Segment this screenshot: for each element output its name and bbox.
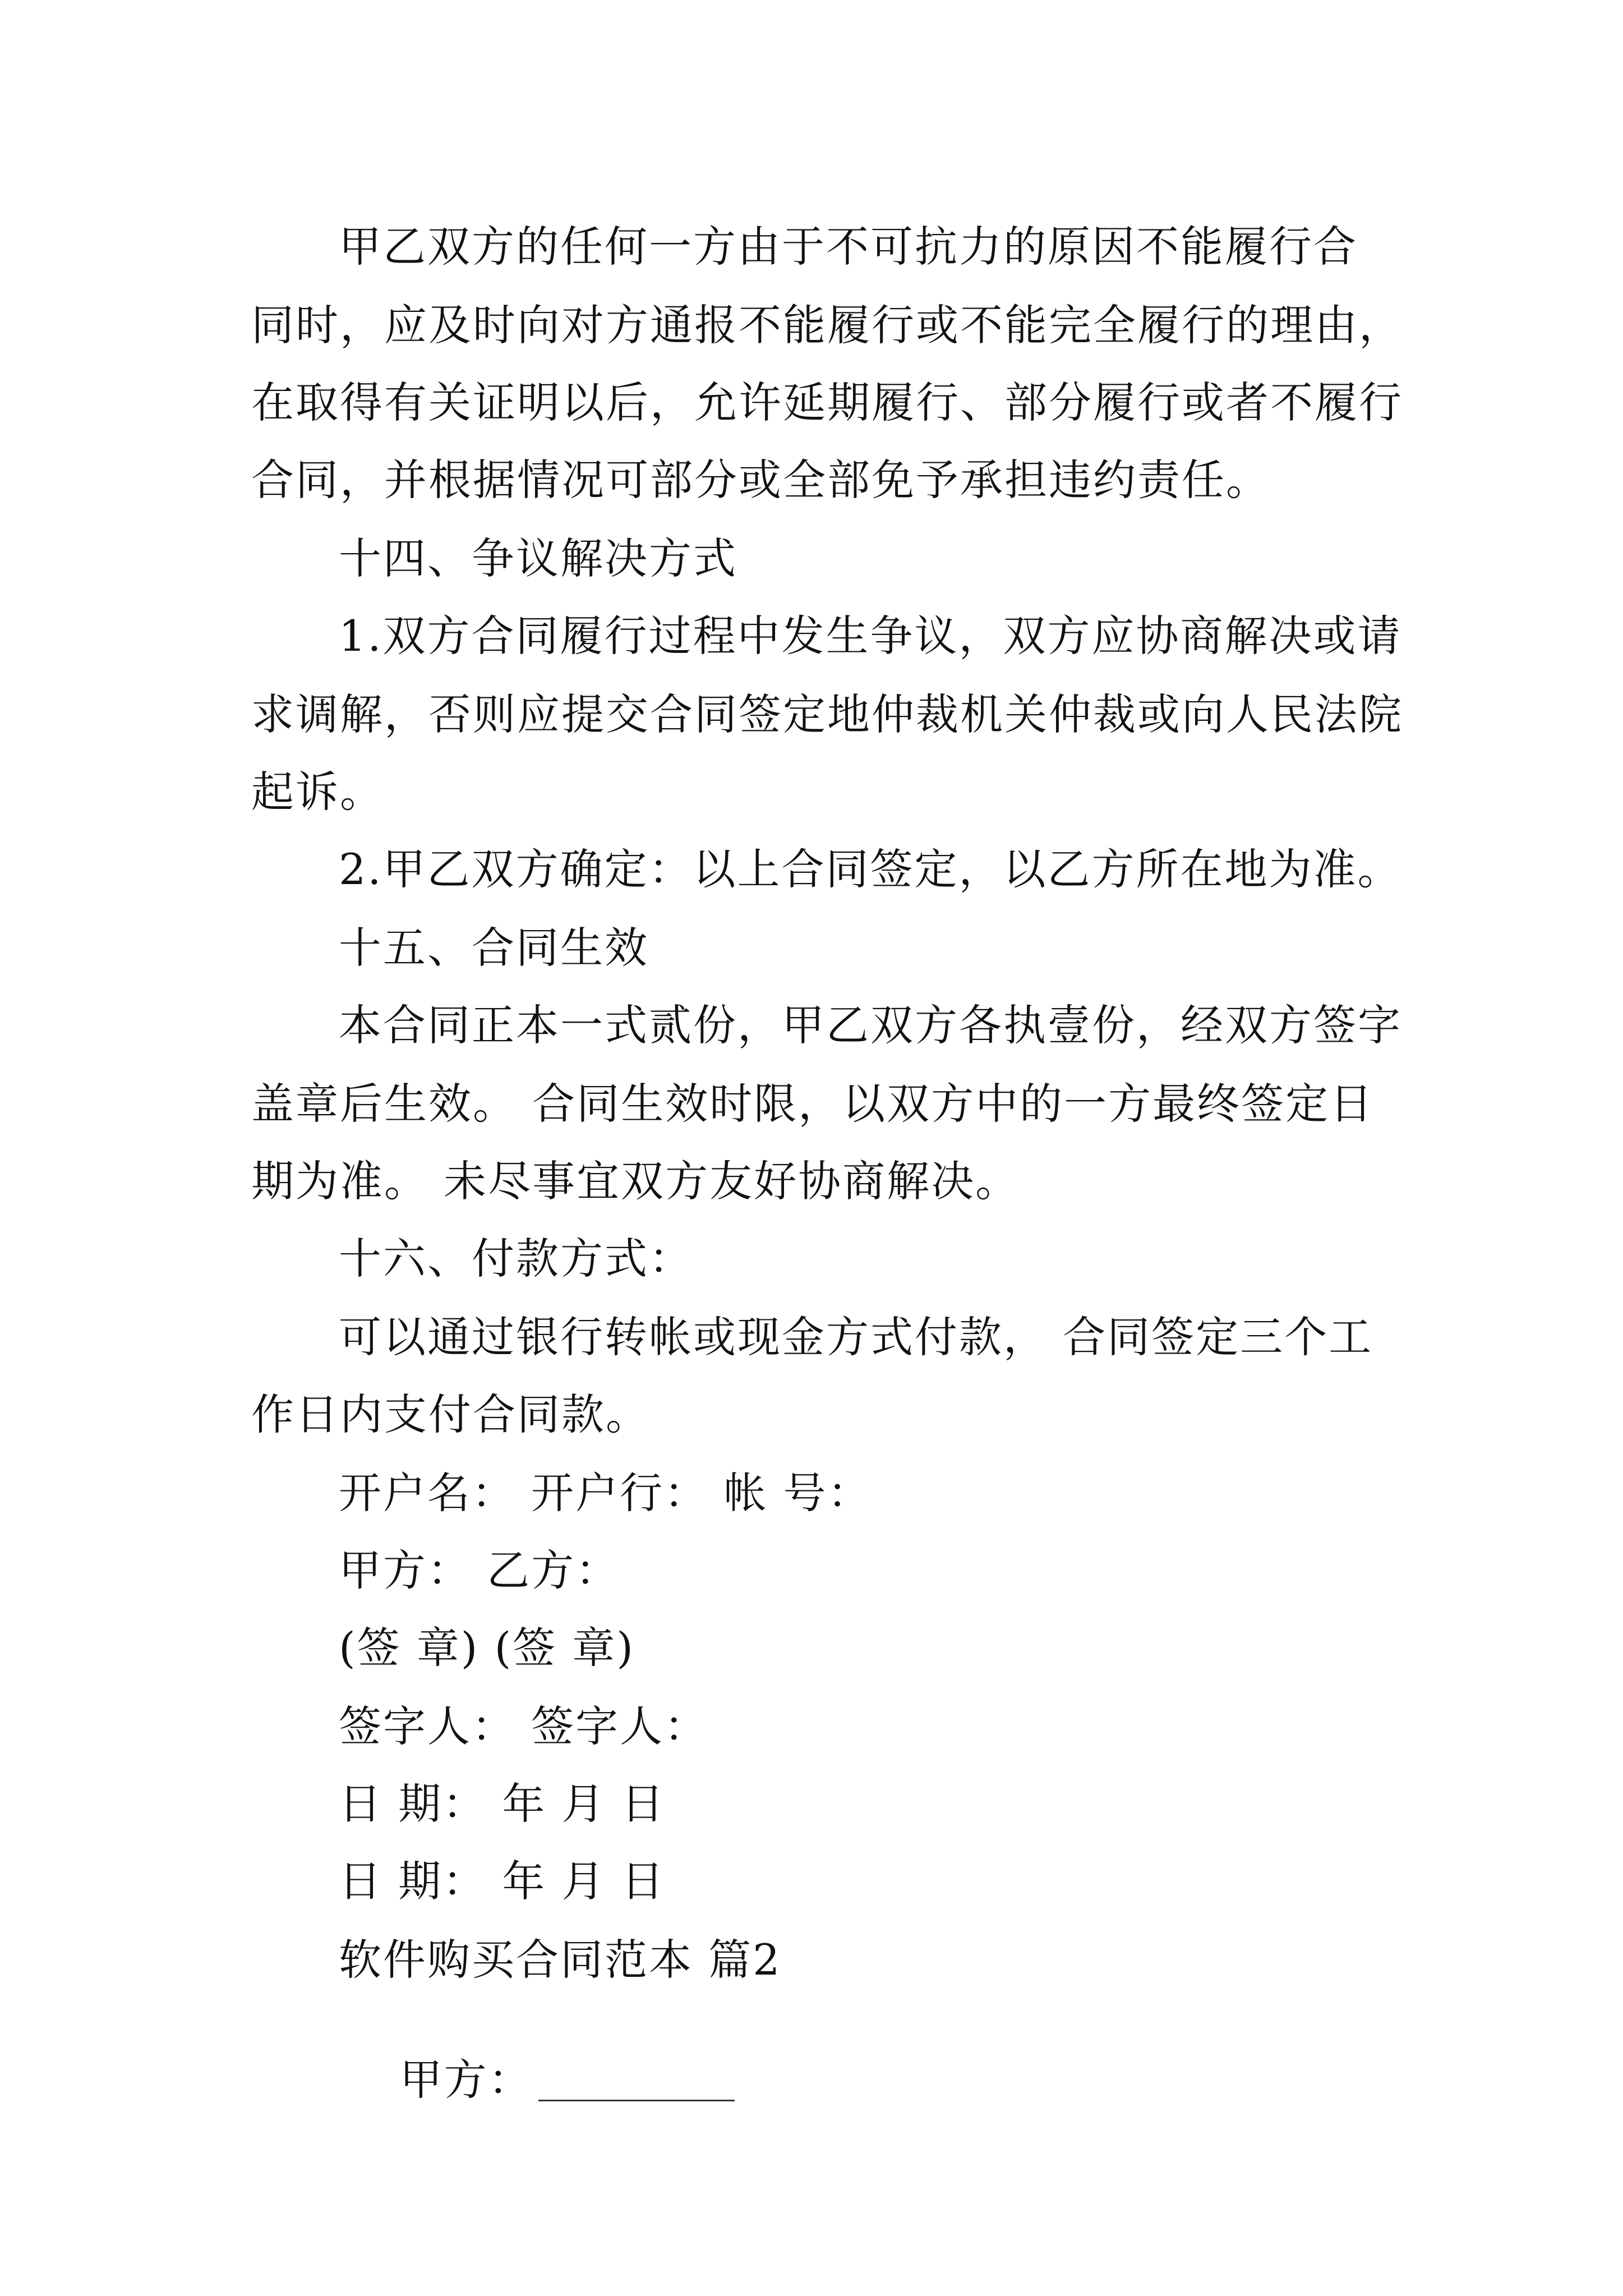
paragraph-payment-line-2: 作日内支付合同款。 xyxy=(251,1389,650,1439)
paragraph-force-majeure-line-1: 甲乙双方的任何一方由于不可抗力的原因不能履行合 xyxy=(339,222,1358,272)
paragraph-dispute-line-1: 1.双方合同履行过程中发生争议，双方应协商解决或请 xyxy=(339,611,1402,661)
date-line-2: 日 期： 年 月 日 xyxy=(339,1856,666,1906)
paragraph-dispute-line-2: 求调解，否则应提交合同签定地仲裁机关仲裁或向人民法院 xyxy=(251,689,1403,739)
section-heading-payment-method: 十六、付款方式： xyxy=(339,1234,693,1283)
seal-labels: (签 章) (签 章) xyxy=(339,1623,635,1673)
account-info-labels: 开户名： 开户行： 帐 号： xyxy=(339,1468,872,1518)
paragraph-effectiveness-line-3: 期为准。 未尽事宜双方友好协商解决。 xyxy=(251,1156,1020,1206)
party-a-blank-underline xyxy=(538,2068,735,2101)
signatory-labels: 签字人： 签字人： xyxy=(339,1701,709,1751)
party-labels: 甲方： 乙方： xyxy=(339,1545,620,1595)
paragraph-effectiveness-line-2: 盖章后生效。 合同生效时限，以双方中的一方最终签定日 xyxy=(251,1079,1375,1129)
paragraph-payment-line-1: 可以通过银行转帐或现金方式付款， 合同签定三个工 xyxy=(339,1312,1373,1362)
paragraph-force-majeure-line-4: 合同，并根据情况可部分或全部免予承担违约责任。 xyxy=(251,455,1270,505)
party-a-field xyxy=(339,2016,735,2144)
section-heading-effectiveness: 十五、合同生效 xyxy=(339,923,649,973)
date-line-1: 日 期： 年 月 日 xyxy=(339,1779,666,1829)
paragraph-force-majeure-line-3: 在取得有关证明以后，允许延期履行、部分履行或者不履行 xyxy=(251,378,1403,427)
paragraph-effectiveness-line-1: 本合同正本一式贰份，甲乙双方各执壹份，经双方签字 xyxy=(339,1000,1402,1050)
paragraph-jurisdiction: 2.甲乙双方确定：以上合同签定，以乙方所在地为准。 xyxy=(339,844,1402,894)
paragraph-dispute-line-3: 起诉。 xyxy=(251,767,384,817)
paragraph-force-majeure-line-2: 同时，应及时向对方通报不能履行或不能完全履行的理由， xyxy=(251,300,1403,350)
party-a-label: 甲方： xyxy=(399,2055,533,2105)
contract-template-title: 软件购买合同范本 篇2 xyxy=(339,1935,782,1985)
section-heading-dispute-resolution: 十四、争议解决方式 xyxy=(339,533,737,583)
